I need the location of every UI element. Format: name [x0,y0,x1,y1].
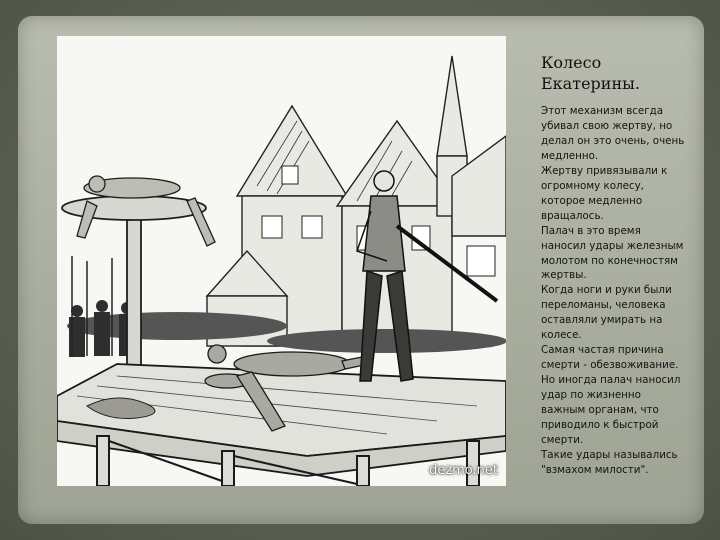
body-line: важным органам, что [541,404,659,417]
body-line: медленно. [541,149,599,162]
watermark: dezmo.net [429,463,498,478]
body-line: делал он это очень, очень [541,134,685,147]
slide-title-line: Екатерины. [541,74,640,93]
body-line: Но иногда палач наносил [541,374,681,387]
body-line: приводило к быстрой [541,419,659,432]
body-line: Самая частая причина [541,344,664,357]
body-line: удар по жизненно [541,389,641,402]
body-line: Такие удары назывались [541,448,678,461]
body-line: колесе. [541,329,582,342]
body-line: вращалось. [541,209,604,222]
body-line: оставляли умирать на [541,314,663,327]
body-line: смерти. [541,433,584,446]
body-line: убивал свою жертву, но [541,119,673,132]
body-line: смерти - обезвоживание. [541,359,679,372]
body-line: Этот механизм всегда [541,105,664,117]
engraving-illustration [57,36,506,486]
body-line: переломаны, человека [541,299,666,312]
engraving-drawing [57,36,506,486]
slide-body-text [541,104,689,478]
body-line: жертвы. [541,269,587,282]
body-line: "взмахом милости". [541,463,649,476]
body-line: Когда ноги и руки были [541,284,672,297]
body-line: Палач в это время [541,224,641,237]
body-line: Жертву привязывали к [541,164,668,177]
body-line: наносил удары железным [541,239,684,252]
body-line: огромному колесу, [541,179,644,192]
slide-title-line: Колесо [541,53,602,72]
slide-title [541,52,701,94]
body-line: молотом по конечностям [541,254,678,267]
body-line: которое медленно [541,194,643,207]
